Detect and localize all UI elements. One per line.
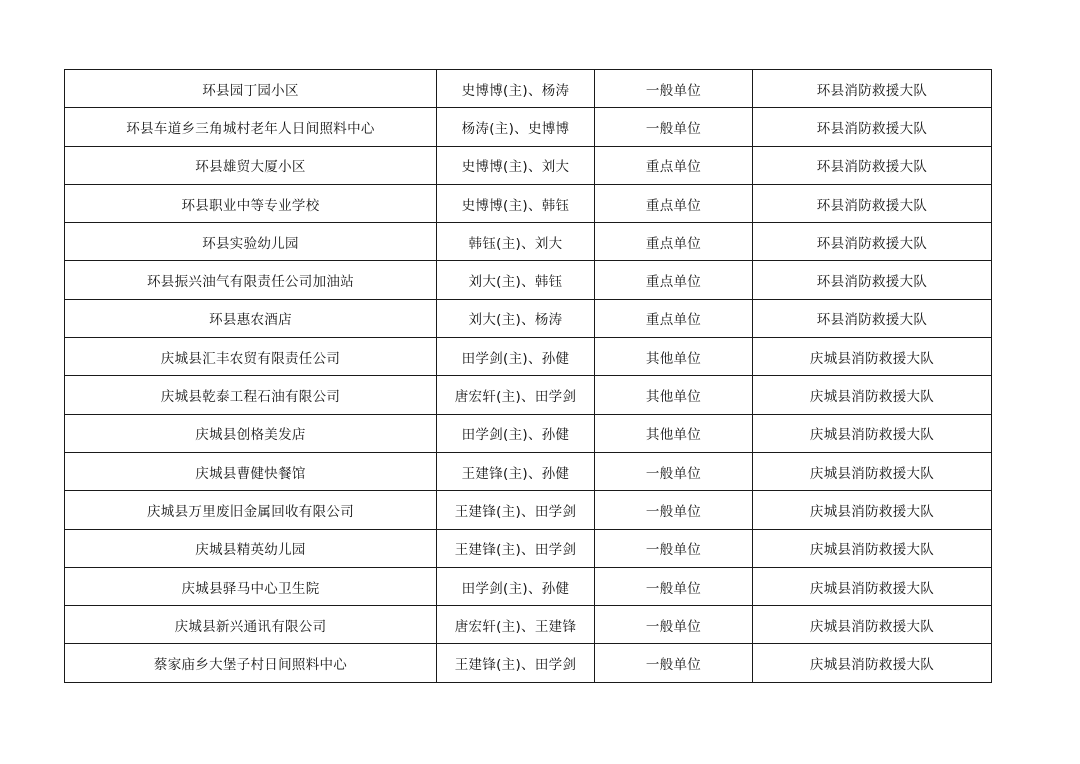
table-row [65,414,992,452]
inspector-cell: 史博博(主)、刘大 [437,146,595,184]
inspector-cell: 王建锋(主)、田学剑 [437,491,595,529]
table-row [65,606,992,644]
unit-name-cell: 蔡家庙乡大堡子村日间照料中心 [65,644,437,682]
brigade-cell: 庆城县消防救援大队 [753,338,992,376]
brigade-cell: 环县消防救援大队 [753,70,992,108]
table-row [65,644,992,682]
table-body [65,70,992,683]
brigade-cell: 庆城县消防救援大队 [753,414,992,452]
inspector-cell: 唐宏轩(主)、田学剑 [437,376,595,414]
unit-category-cell: 重点单位 [595,146,753,184]
table-row [65,567,992,605]
inspector-cell: 王建锋(主)、孙健 [437,452,595,490]
table-row [65,184,992,222]
brigade-cell: 庆城县消防救援大队 [753,376,992,414]
unit-name-cell: 庆城县曹健快餐馆 [65,452,437,490]
inspector-cell: 刘大(主)、杨涛 [437,299,595,337]
brigade-cell: 庆城县消防救援大队 [753,606,992,644]
unit-category-cell: 一般单位 [595,606,753,644]
unit-name-cell: 环县实验幼儿园 [65,223,437,261]
brigade-cell: 环县消防救援大队 [753,299,992,337]
unit-category-cell: 重点单位 [595,184,753,222]
table-row [65,223,992,261]
unit-name-cell: 庆城县万里废旧金属回收有限公司 [65,491,437,529]
unit-name-cell: 庆城县精英幼儿园 [65,529,437,567]
brigade-cell: 庆城县消防救援大队 [753,452,992,490]
unit-category-cell: 一般单位 [595,452,753,490]
brigade-cell: 环县消防救援大队 [753,146,992,184]
table-row [65,299,992,337]
unit-name-cell: 庆城县乾泰工程石油有限公司 [65,376,437,414]
unit-name-cell: 庆城县新兴通讯有限公司 [65,606,437,644]
brigade-cell: 庆城县消防救援大队 [753,567,992,605]
unit-name-cell: 庆城县创格美发店 [65,414,437,452]
unit-category-cell: 一般单位 [595,567,753,605]
table-row [65,376,992,414]
inspector-cell: 田学剑(主)、孙健 [437,338,595,376]
unit-category-cell: 重点单位 [595,223,753,261]
brigade-cell: 庆城县消防救援大队 [753,644,992,682]
unit-name-cell: 环县雄贸大厦小区 [65,146,437,184]
unit-category-cell: 一般单位 [595,491,753,529]
unit-name-cell: 环县车道乡三角城村老年人日间照料中心 [65,108,437,146]
unit-name-cell: 环县园丁园小区 [65,70,437,108]
unit-name-cell: 庆城县驿马中心卫生院 [65,567,437,605]
unit-category-cell: 重点单位 [595,299,753,337]
unit-category-cell: 其他单位 [595,338,753,376]
table-row [65,338,992,376]
inspector-cell: 刘大(主)、韩钰 [437,261,595,299]
unit-category-cell: 一般单位 [595,108,753,146]
unit-category-cell: 其他单位 [595,376,753,414]
unit-name-cell: 环县惠农酒店 [65,299,437,337]
unit-category-cell: 一般单位 [595,644,753,682]
table-row [65,491,992,529]
inspector-cell: 王建锋(主)、田学剑 [437,644,595,682]
brigade-cell: 庆城县消防救援大队 [753,529,992,567]
brigade-cell: 环县消防救援大队 [753,223,992,261]
table-row [65,529,992,567]
unit-name-cell: 环县振兴油气有限责任公司加油站 [65,261,437,299]
inspector-cell: 田学剑(主)、孙健 [437,414,595,452]
brigade-cell: 环县消防救援大队 [753,184,992,222]
table-row [65,146,992,184]
inspection-table [64,69,992,683]
table-row [65,261,992,299]
brigade-cell: 环县消防救援大队 [753,108,992,146]
inspector-cell: 唐宏轩(主)、王建锋 [437,606,595,644]
inspector-cell: 韩钰(主)、刘大 [437,223,595,261]
brigade-cell: 庆城县消防救援大队 [753,491,992,529]
inspector-cell: 王建锋(主)、田学剑 [437,529,595,567]
unit-name-cell: 环县职业中等专业学校 [65,184,437,222]
table-row [65,70,992,108]
unit-category-cell: 一般单位 [595,70,753,108]
brigade-cell: 环县消防救援大队 [753,261,992,299]
table-row [65,108,992,146]
inspector-cell: 田学剑(主)、孙健 [437,567,595,605]
inspector-cell: 史博博(主)、杨涛 [437,70,595,108]
unit-category-cell: 其他单位 [595,414,753,452]
unit-category-cell: 重点单位 [595,261,753,299]
inspector-cell: 杨涛(主)、史博博 [437,108,595,146]
unit-category-cell: 一般单位 [595,529,753,567]
unit-name-cell: 庆城县汇丰农贸有限责任公司 [65,338,437,376]
inspector-cell: 史博博(主)、韩钰 [437,184,595,222]
table-row [65,452,992,490]
